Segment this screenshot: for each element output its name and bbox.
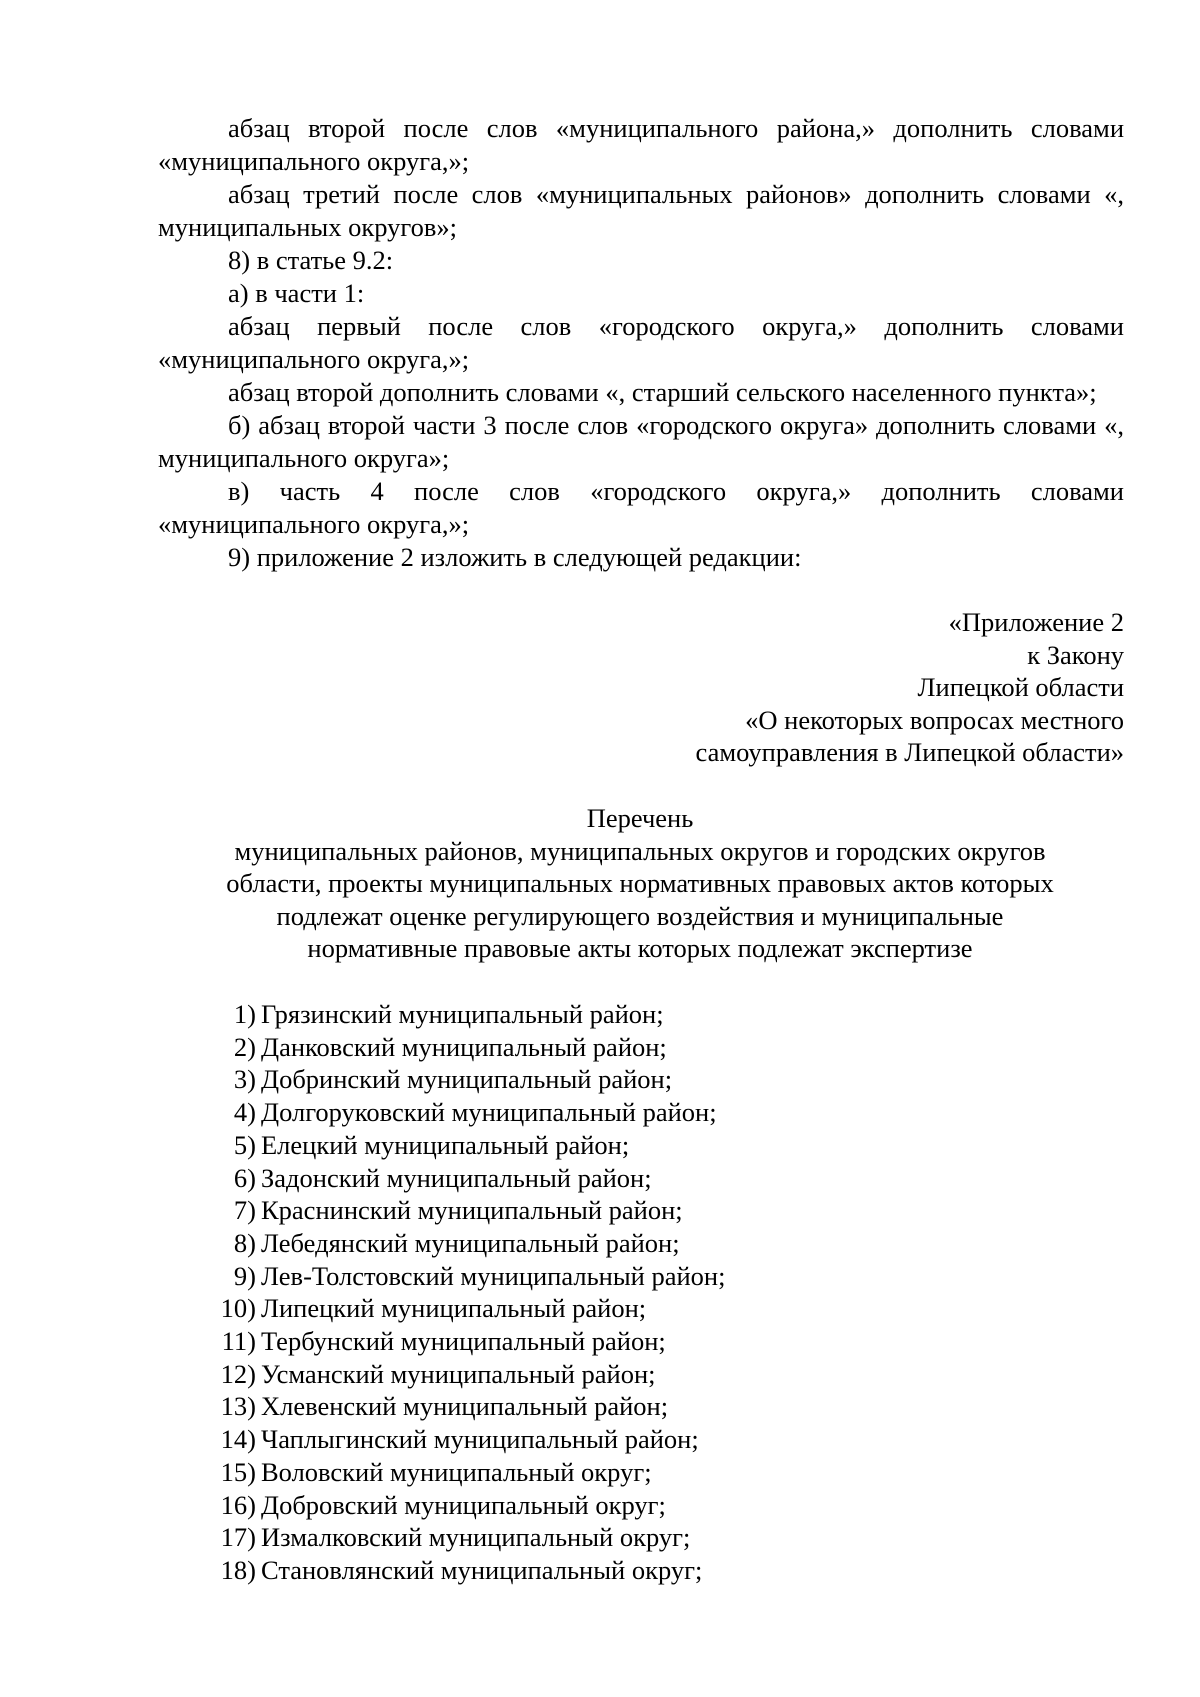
- title-line: подлежат оценке регулирующего воздействия и муниципальные: [276, 900, 1004, 931]
- title-line: нормативные правовые акты которых подлежат экспертизе: [307, 933, 973, 963]
- list-item-text: Данковский муниципальный район;: [261, 1031, 667, 1062]
- appendix-line: «Приложение 2: [948, 607, 1124, 637]
- paragraph: абзац третий после слов «муниципальных районов» дополнить словами «, муниципальных округов»;: [158, 179, 1124, 242]
- paragraph: в) часть 4 после слов «городского округа,» дополнить словами «муниципального округа,»;: [158, 476, 1124, 539]
- list-item-text: Усманский муниципальный район;: [261, 1358, 656, 1389]
- appendix-line: к Закону: [1027, 639, 1124, 670]
- paragraph: 8) в статье 9.2:: [228, 245, 394, 275]
- list-item: [220, 1390, 920, 1423]
- list-item-number: 18): [220, 1554, 256, 1585]
- list-item: [220, 1358, 920, 1391]
- list-item-number: 17): [220, 1522, 256, 1553]
- appendix-line: «О некоторых вопросах местного: [745, 704, 1124, 735]
- list-item-text: Становлянский муниципальный округ;: [261, 1554, 703, 1585]
- paragraph: 9) приложение 2 изложить в следующей редакции:: [228, 542, 802, 572]
- list-item: [220, 1325, 920, 1358]
- list-item: [220, 1096, 920, 1129]
- list-item-text: Добринский муниципальный район;: [261, 1064, 673, 1095]
- list-title: [150, 802, 1130, 965]
- list-item-text: Грязинский муниципальный район;: [261, 999, 664, 1029]
- list-item: [220, 1489, 920, 1522]
- list-item: [220, 1292, 920, 1325]
- list-item: [220, 1260, 920, 1293]
- list-item-text: Лебедянский муниципальный район;: [261, 1227, 680, 1258]
- list-item-text: Лев-Толстовский муниципальный район;: [261, 1260, 726, 1291]
- list-item-text: Хлевенский муниципальный район;: [261, 1391, 669, 1422]
- list-item-number: 2): [233, 1031, 256, 1062]
- list-item-number: 5): [233, 1129, 256, 1160]
- list-item-number: 16): [220, 1489, 256, 1520]
- list-item-number: 13): [220, 1391, 256, 1422]
- title-heading: Перечень: [586, 803, 694, 833]
- paragraph: абзац второй дополнить словами «, старший сельского населенного пункта»;: [228, 377, 1097, 407]
- title-line: области, проекты муниципальных нормативных правовых актов которых: [226, 868, 1054, 898]
- list-item-text: Измалковский муниципальный округ;: [261, 1522, 691, 1553]
- list-item-text: Воловский муниципальный округ;: [261, 1456, 652, 1487]
- list-item-text: Липецкий муниципальный район;: [261, 1293, 647, 1324]
- appendix-header: [604, 606, 1124, 769]
- list-item-number: 12): [220, 1358, 256, 1389]
- list-item-text: Добровский муниципальный округ;: [261, 1489, 666, 1520]
- list-item: [220, 1456, 920, 1489]
- list-item-number: 8): [233, 1227, 256, 1258]
- list-item-text: Тербунский муниципальный район;: [261, 1326, 666, 1357]
- paragraph: б) абзац второй части 3 после слов «городского округа» дополнить словами «, муниципального округа»;: [158, 410, 1124, 473]
- list-item-number: 6): [233, 1162, 256, 1193]
- list-item-number: 11): [221, 1326, 256, 1357]
- municipality-list: [220, 998, 920, 1587]
- list-item: [220, 998, 920, 1031]
- list-item: [220, 1063, 920, 1096]
- list-item-number: 10): [220, 1293, 256, 1324]
- list-item-text: Чаплыгинский муниципальный район;: [261, 1424, 699, 1455]
- amendment-text: [158, 112, 1124, 574]
- list-item: [220, 1227, 920, 1260]
- list-item: [220, 1031, 920, 1064]
- list-item-number: 3): [233, 1064, 256, 1095]
- paragraph: а) в части 1:: [228, 278, 365, 308]
- paragraph: абзац второй после слов «муниципального района,» дополнить словами «муниципального округа,»;: [158, 113, 1124, 176]
- list-item-number: 14): [220, 1424, 256, 1455]
- paragraph: абзац первый после слов «городского округа,» дополнить словами «муниципального округа,»;: [158, 311, 1124, 374]
- appendix-line: самоуправления в Липецкой области»: [695, 737, 1124, 767]
- list-item: [220, 1194, 920, 1227]
- list-item: [220, 1129, 920, 1162]
- list-item: [220, 1521, 920, 1554]
- list-item-text: Краснинский муниципальный район;: [261, 1195, 683, 1226]
- title-line: муниципальных районов, муниципальных округов и городских округов: [234, 835, 1046, 866]
- list-item-text: Елецкий муниципальный район;: [261, 1129, 630, 1160]
- appendix-line: Липецкой области: [917, 672, 1124, 702]
- list-item: [220, 1554, 920, 1587]
- list-item-number: 1): [233, 999, 256, 1029]
- list-item-number: 4): [233, 1097, 256, 1128]
- list-item: [220, 1162, 920, 1195]
- list-item-text: Долгоруковский муниципальный район;: [261, 1097, 717, 1128]
- list-item-number: 7): [233, 1195, 256, 1226]
- list-item-number: 9): [233, 1260, 256, 1291]
- list-item-text: Задонский муниципальный район;: [261, 1162, 652, 1193]
- list-item-number: 15): [220, 1456, 256, 1487]
- list-item: [220, 1423, 920, 1456]
